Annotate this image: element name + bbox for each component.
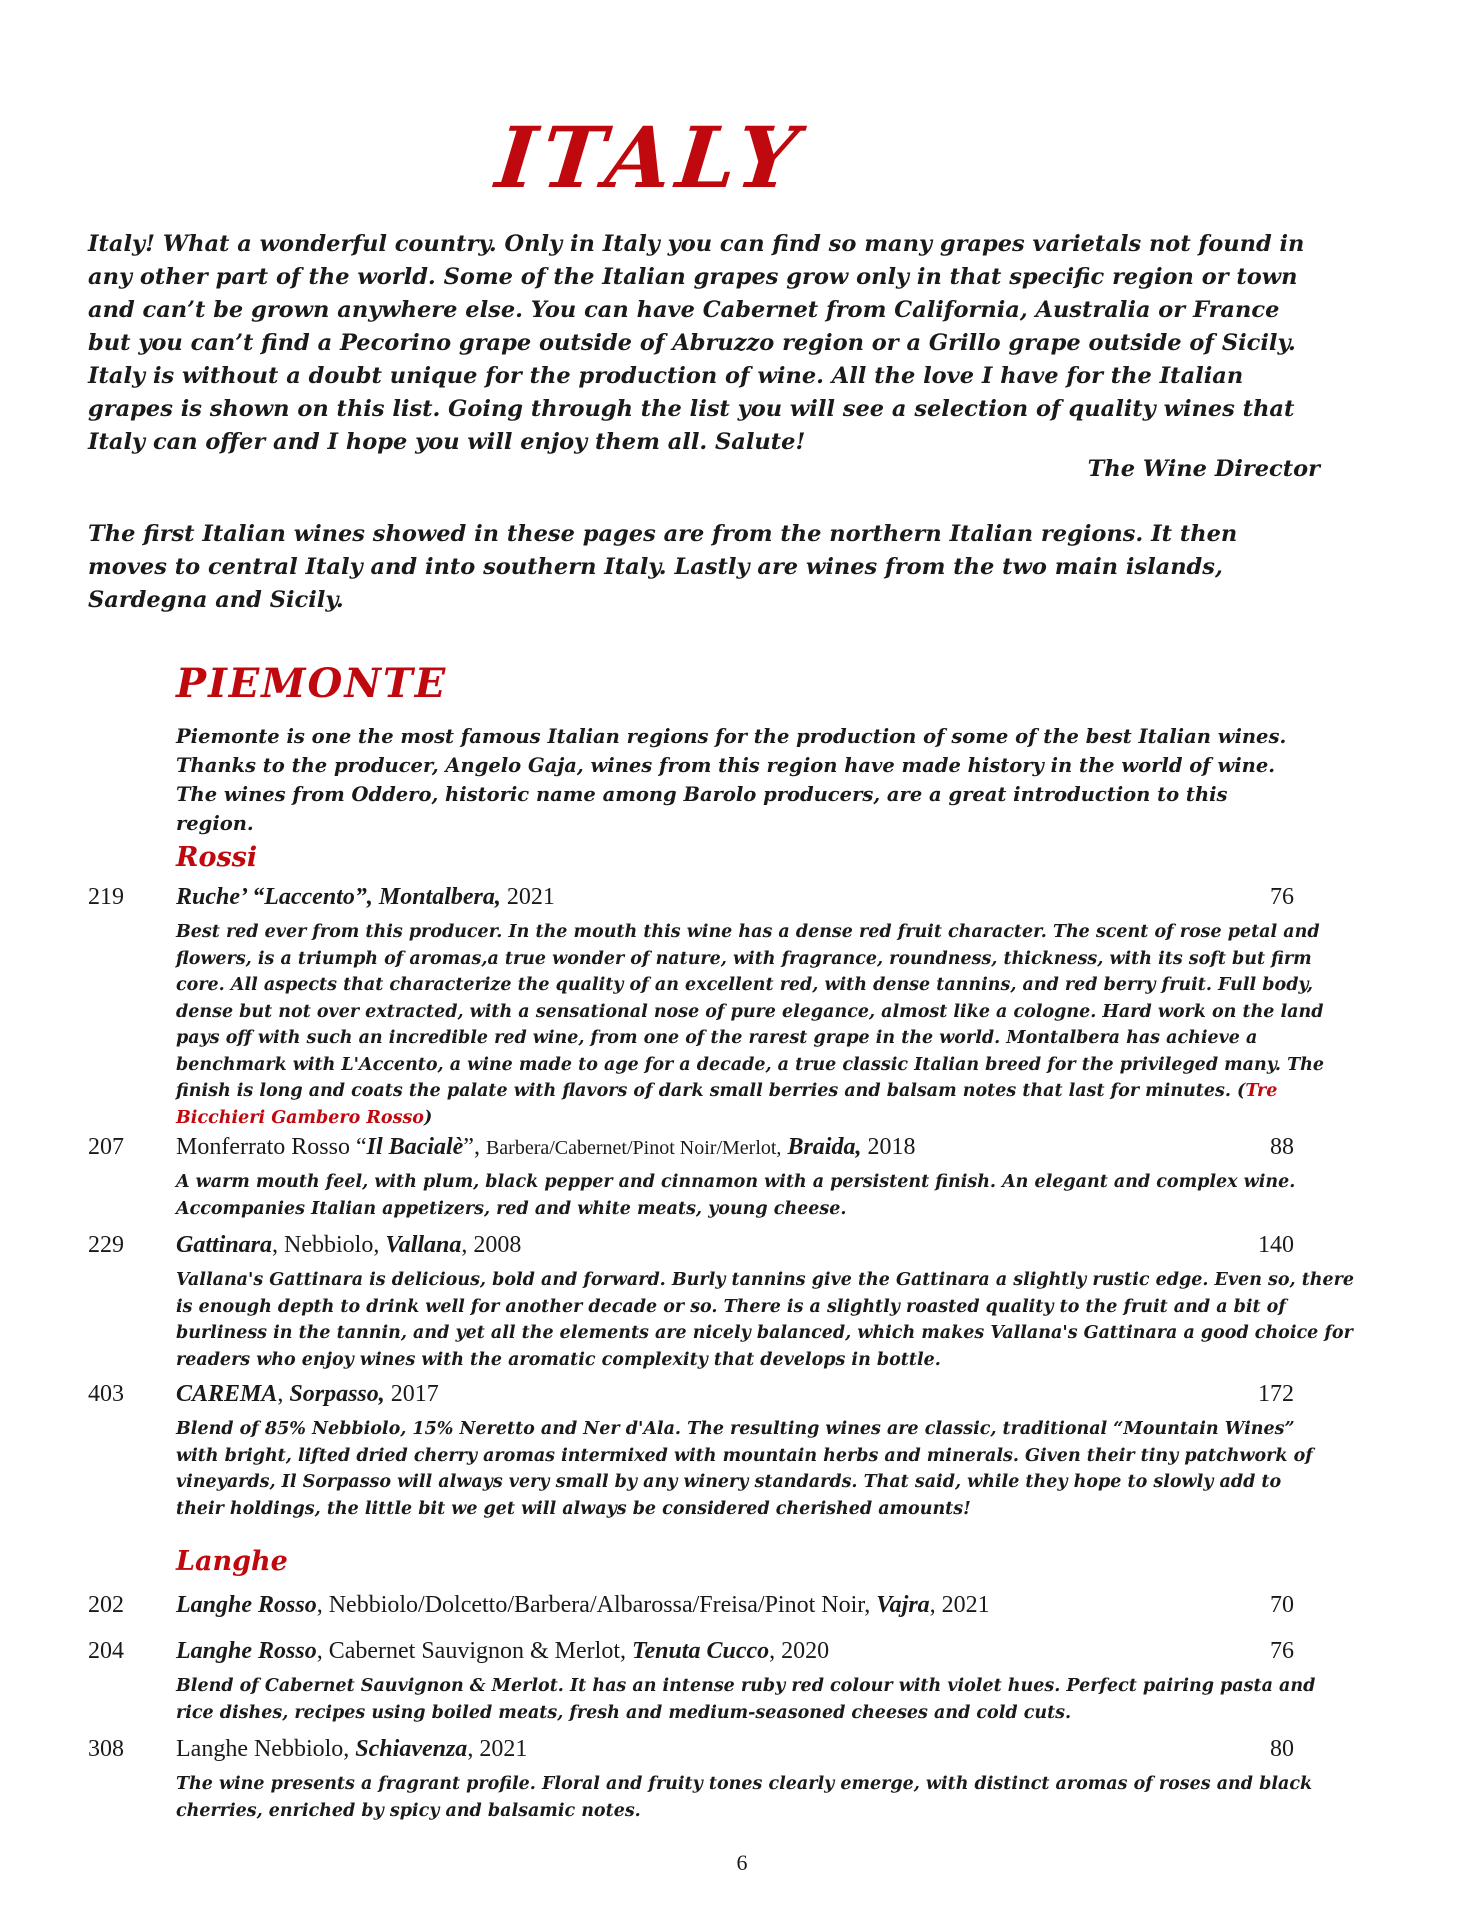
wine-description-text: Best red ever from this producer. In the mouth this wine has a dense red fruit character. The scent of rose petal and flowers, is a triumph of aromas,a true wonder of nature, with fragrance, roundness, thickness, with its soft but firm core. All aspects that characterize the quality of an excellent red, with dense tannins, and red berry fruit. Full body, dense but not over extracted, with a sensational nose of pure elegance, almost like a cologne. Hard work on the land pays off with such an incredible red wine, from one of the rarest grape in the world. Montalbera has achieve a benchmark with L'Accento, a wine made to age for a decade, a true classic Italian breed for the privileged many. The finish is long and coats the palate with flavors of dark small berries and balsam notes that last for minutes. ( xyxy=(176,922,1324,1101)
wine-description-end: ) xyxy=(423,1107,433,1128)
wine-name-bold: Langhe Rosso xyxy=(176,1592,317,1618)
wine-producer: Sorpasso, xyxy=(289,1381,385,1407)
wine-name xyxy=(176,1381,439,1408)
wine-producer: Braida, xyxy=(787,1134,862,1160)
page-title: ITALY xyxy=(491,108,809,207)
wine-name-part: , xyxy=(277,1381,290,1407)
wine-name-bold: Gattinara xyxy=(176,1232,273,1258)
wine-vintage: 2017 xyxy=(384,1381,439,1407)
wine-price: 76 xyxy=(1270,884,1294,910)
wine-vintage: 2021 xyxy=(500,884,555,910)
wine-description: The wine presents a fragrant profile. Floral and fruity tones clearly emerge, with distinct aromas of roses and black cherries, enriched by spicy and balsamic notes. xyxy=(176,1774,1313,1821)
intro-paragraph: Italy! What a wonderful country. Only in Italy you can find so many grapes varietals not found in any other part of the world. Some of the Italian grapes grow only in that specific region or town and can’t be grown anywhere else. You can have Cabernet from California, Australia or France but you can’t find a Pecorino grape outside of Abruzzo region or a Grillo grape outside of Sicily. Italy is without a doubt unique for the production of wine. All the love I have for the Italian grapes is shown on this list. Going through the list you will see a selection of quality wines that Italy can offer and I hope you will enjoy them all. Salute! xyxy=(88,231,1305,455)
wine-name xyxy=(176,1134,915,1161)
wine-name xyxy=(176,1232,521,1259)
wine-name-bold: CAREMA xyxy=(176,1381,278,1407)
wine-vintage: 2018 xyxy=(861,1134,916,1160)
wine-price: 140 xyxy=(1258,1232,1294,1258)
bin-number: 308 xyxy=(88,1736,124,1762)
wine-price: 76 xyxy=(1270,1638,1294,1664)
wine-name-bold: Il Bacialè xyxy=(366,1134,464,1160)
wine-description xyxy=(176,919,1326,1131)
region-title: PIEMONTE xyxy=(176,660,448,707)
section-heading-rossi: Rossi xyxy=(176,842,258,873)
wine-vintage: , 2020 xyxy=(769,1638,830,1664)
wine-grapes: , Nebbiolo/Dolcetto/Barbera/Albarossa/Freisa/Pinot Noir, xyxy=(316,1592,877,1618)
bin-number: 403 xyxy=(88,1381,124,1407)
wine-price: 80 xyxy=(1270,1736,1294,1762)
wine-name xyxy=(176,1592,990,1619)
region-description: Piemonte is one the most famous Italian regions for the production of some of the best Italian wines. Thanks to the producer, Angelo Gaja, wines from this region have made history in the world of wine. The wines from Oddero, historic name among Barolo producers, are a great introduction to this region. xyxy=(176,725,1287,835)
bin-number: 204 xyxy=(88,1638,124,1664)
route-paragraph: The first Italian wines showed in these pages are from the northern Italian regions. It then moves to central Italy and into southern Italy. Lastly are wines from the two main islands, Sardegna and Sicily. xyxy=(88,521,1238,613)
wine-name xyxy=(176,1736,527,1763)
bin-number: 219 xyxy=(88,884,124,910)
wine-price: 88 xyxy=(1270,1134,1294,1160)
wine-vintage: , 2008 xyxy=(461,1232,522,1258)
wine-description: Blend of 85% Nebbiolo, 15% Neretto and Ner d'Ala. The resulting wines are classic, traditional “Mountain Wines” with bright, lifted dried cherry aromas intermixed with mountain herbs and minerals. Given their tiny patchwork of vineyards, Il Sorpasso will always very small by any winery standards. That said, while they hope to slowly add to their holdings, the little bit we get will always be considered cherished amounts! xyxy=(176,1419,1313,1519)
section-heading-langhe: Langhe xyxy=(176,1546,288,1577)
wine-vintage: , 2021 xyxy=(929,1592,990,1618)
wine-name-part: ”, xyxy=(463,1134,486,1160)
wine-name xyxy=(176,1638,829,1665)
wine-price: 172 xyxy=(1258,1381,1294,1407)
bin-number: 207 xyxy=(88,1134,124,1160)
wine-description: A warm mouth feel, with plum, black pepper and cinnamon with a persistent finish. An elegant and complex wine. Accompanies Italian appetizers, red and white meats, young cheese. xyxy=(176,1172,1296,1219)
wine-producer: Vallana xyxy=(385,1232,462,1258)
wine-description: Vallana's Gattinara is delicious, bold and forward. Burly tannins give the Gattinara a slightly rustic edge. Even so, there is enough depth to drink well for another decade or so. There is a slightly roasted quality to the fruit and a bit of burliness in the tannin, and yet all the elements are nicely balanced, which makes Vallana's Gattinara a good choice for readers who enjoy wines with the aromatic complexity that develops in bottle. xyxy=(176,1270,1355,1370)
wine-name-part: Monferrato Rosso “ xyxy=(176,1134,367,1160)
wine-producer: Tenuta Cucco xyxy=(631,1638,770,1664)
signature: The Wine Director xyxy=(1087,456,1320,482)
wine-price: 70 xyxy=(1270,1592,1294,1618)
wine-grapes: Barbera/Cabernet/Pinot Noir/Merlot, xyxy=(485,1137,782,1159)
wine-name-bold: Langhe Rosso xyxy=(176,1638,317,1664)
bin-number: 229 xyxy=(88,1232,124,1258)
wine-producer: Vajra xyxy=(876,1592,930,1618)
wine-producer: Schiavenza xyxy=(355,1736,468,1762)
wine-name-part: Langhe Nebbiolo, xyxy=(176,1736,356,1762)
wine-vintage: , 2021 xyxy=(467,1736,528,1762)
wine-name xyxy=(176,884,555,911)
award-badge: Tre Bicchieri Gambero Rosso xyxy=(176,1081,1278,1128)
wine-description: Blend of Cabernet Sauvignon & Merlot. It has an intense ruby red colour with violet hues. Perfect pairing pasta and rice dishes, recipes using boiled meats, fresh and medium-seasoned cheeses and cold cuts. xyxy=(176,1676,1316,1723)
page-number: 6 xyxy=(736,1850,748,1875)
wine-grapes: , Nebbiolo, xyxy=(272,1232,386,1258)
wine-grapes: , Cabernet Sauvignon & Merlot, xyxy=(316,1638,632,1664)
bin-number: 202 xyxy=(88,1592,124,1618)
wine-name-main: Ruche’ “Laccento”, Montalbera, xyxy=(176,884,501,910)
